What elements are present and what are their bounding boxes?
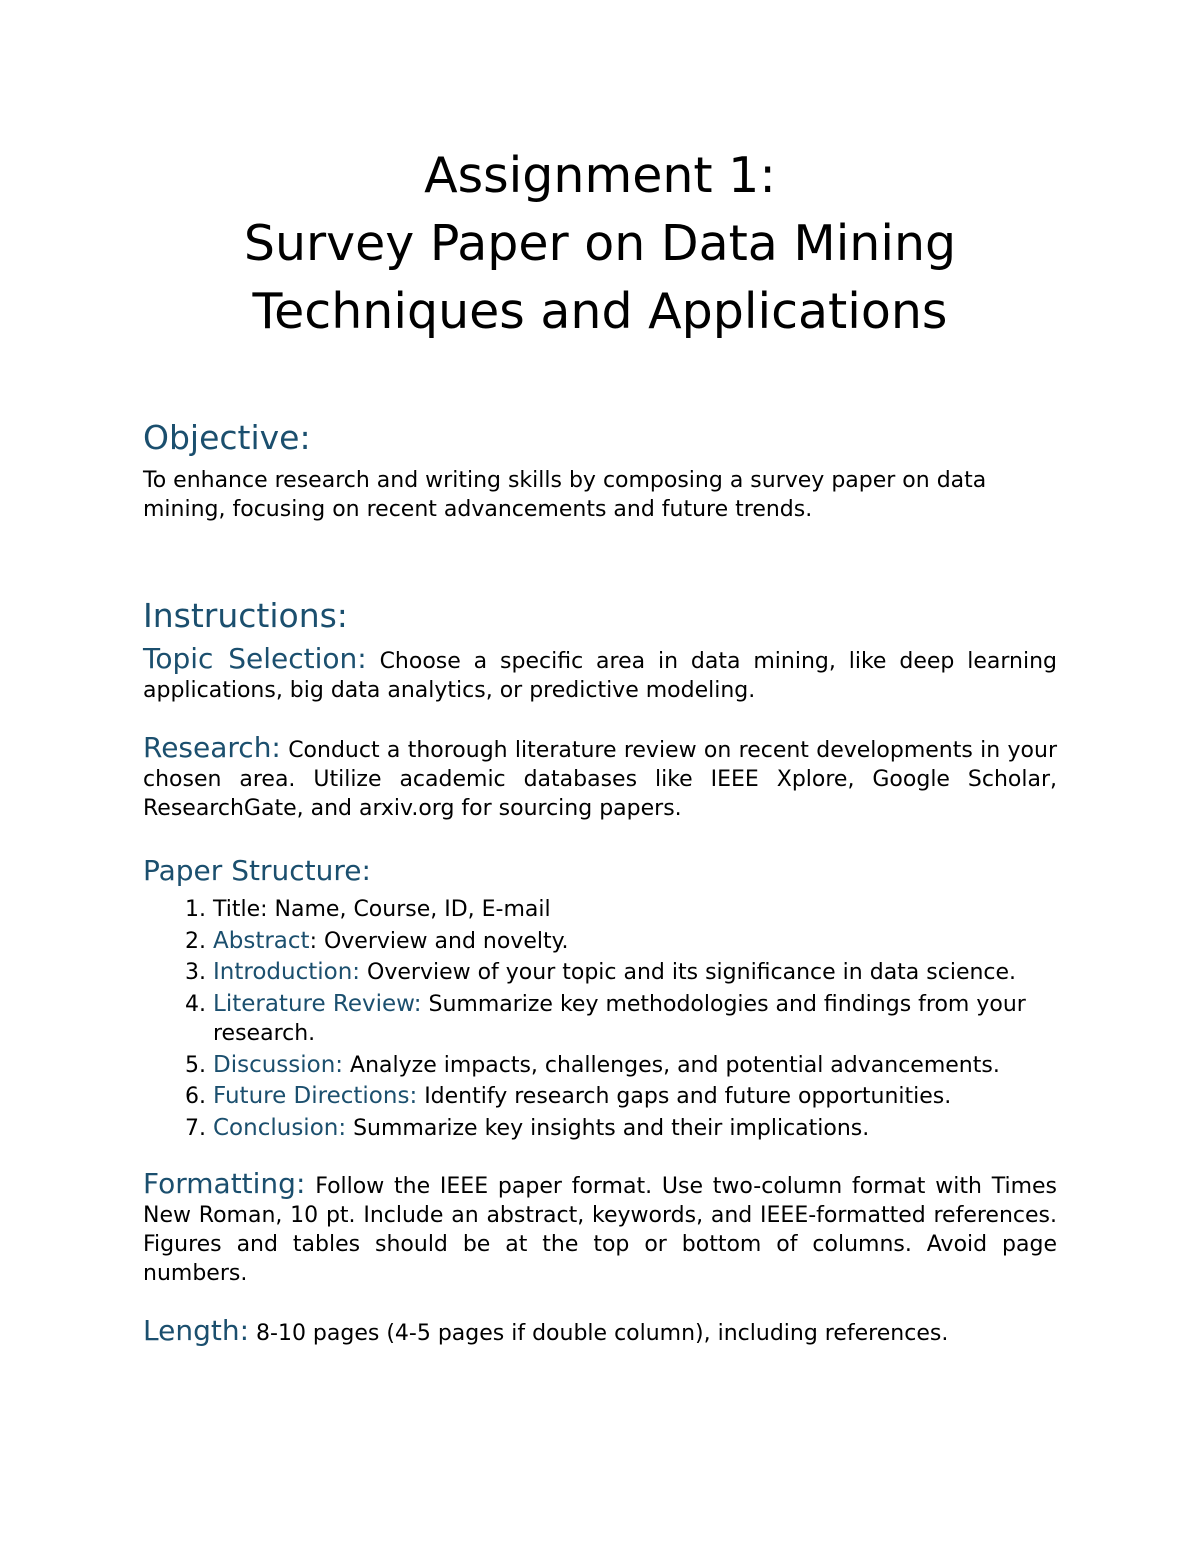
- list-item-label: Discussion:: [213, 1051, 344, 1078]
- research-label: Research:: [143, 731, 281, 764]
- formatting-text: Follow the IEEE paper format. Use two-column format with Times New Roman, 10 pt. Include an abstract, keywords, and IEEE-formatted references. Figures and tables should be at the top or bottom of columns. Avoid page numbers.: [143, 1174, 1057, 1286]
- list-item-label: Literature Review:: [213, 990, 422, 1017]
- topic-selection-paragraph: [143, 644, 1057, 705]
- list-item: [213, 927, 1057, 957]
- document-title: [143, 0, 1057, 346]
- list-item-text: Analyze impacts, challenges, and potential advancements.: [343, 1052, 1000, 1078]
- research-text: Conduct a thorough literature review on recent developments in your chosen area. Utilize academic databases like IEEE Xplore, Google Scholar, ResearchGate, and arxiv.org for sourcing papers.: [143, 738, 1057, 821]
- research-paragraph: [143, 733, 1057, 823]
- instructions-heading: Instructions:: [143, 596, 348, 635]
- paper-structure-heading: Paper Structure:: [143, 854, 371, 887]
- list-item: [213, 990, 1057, 1049]
- list-item-label: Introduction:: [213, 959, 361, 985]
- list-item: [213, 1114, 1057, 1144]
- title-line-3: Techniques and Applications: [252, 283, 948, 340]
- list-item-text: Title: Name, Course, ID, E-mail: [213, 897, 551, 922]
- formatting-paragraph: [143, 1169, 1057, 1288]
- objective-heading: Objective:: [143, 418, 311, 457]
- topic-selection-label: Topic Selection:: [143, 642, 367, 675]
- formatting-label: Formatting:: [143, 1167, 306, 1200]
- list-item-label: Abstract: [213, 927, 310, 954]
- length-paragraph: [143, 1316, 1057, 1348]
- list-item: [213, 1051, 1057, 1081]
- length-text: 8-10 pages (4-5 pages if double column), including references.: [249, 1321, 949, 1346]
- list-item-text: Identify research gaps and future opportunities.: [417, 1084, 952, 1109]
- list-item-text: : Overview and novelty.: [309, 928, 569, 954]
- list-item: [213, 958, 1057, 988]
- objective-text: To enhance research and writing skills by composing a survey paper on data mining, focusing on recent advancements and future trends.: [143, 468, 987, 522]
- length-label: Length:: [143, 1314, 250, 1347]
- list-item-text: Overview of your topic and its significance in data science.: [360, 960, 1017, 985]
- title-line-2: Survey Paper on Data Mining: [243, 215, 957, 272]
- list-item-text: Summarize key methodologies and findings from your research.: [213, 991, 1026, 1046]
- list-item-label: Future Directions:: [213, 1083, 418, 1109]
- topic-selection-text: Choose a specific area in data mining, like deep learning applications, big data analytics, or predictive modeling.: [143, 649, 1057, 703]
- list-item-text: Summarize key insights and their implications.: [346, 1115, 870, 1141]
- title-line-1: Assignment 1:: [424, 147, 776, 204]
- list-item-label: Conclusion:: [213, 1114, 347, 1141]
- list-item: [213, 1082, 1057, 1112]
- paper-structure-list: [143, 895, 1057, 1143]
- list-item: [213, 895, 1057, 925]
